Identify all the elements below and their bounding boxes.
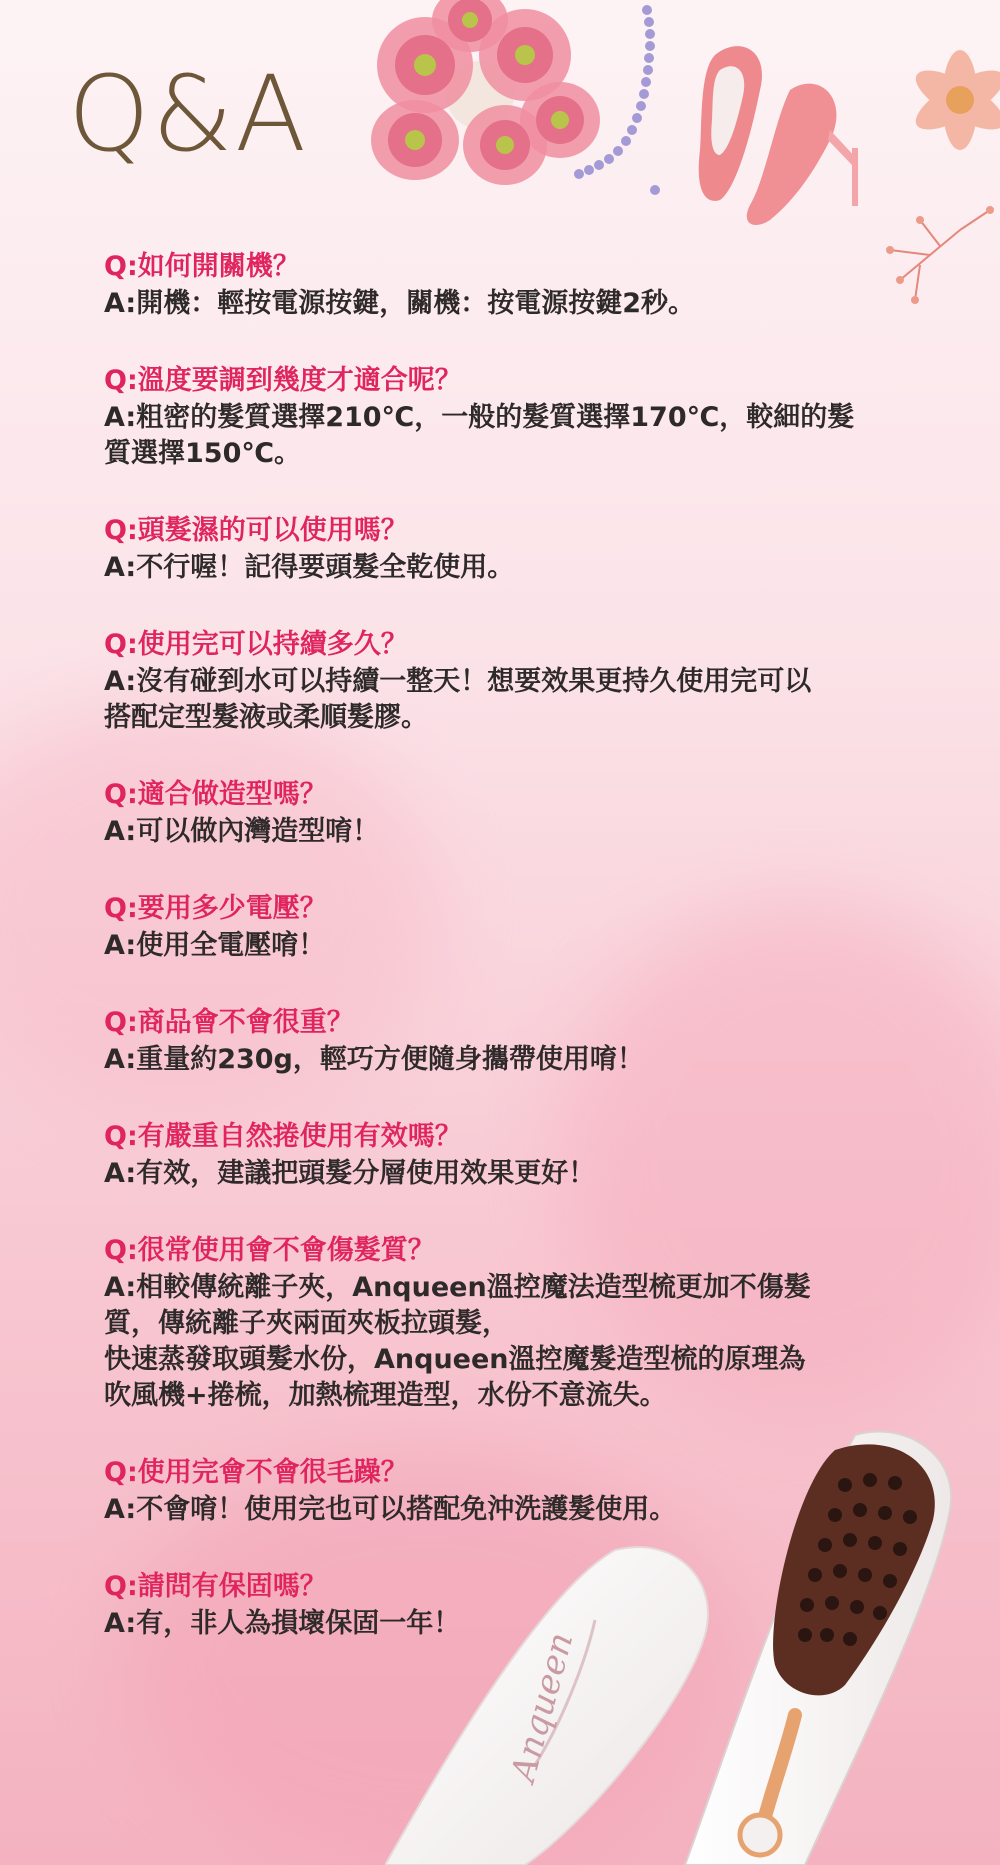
faq-question: Q:有嚴重自然捲使用有效嗎？ <box>104 1121 462 1152</box>
faq-question: Q:很常使用會不會傷髮質？ <box>104 1235 435 1266</box>
faq-item <box>104 512 974 586</box>
faq-answer: A:有效，建議把頭髮分層使用效果更好！ <box>104 1158 596 1189</box>
faq-question: Q:使用完會不會很毛躁？ <box>104 1457 408 1488</box>
faq-question: Q:要用多少電壓？ <box>104 893 327 924</box>
faq-item <box>104 890 974 964</box>
faq-item <box>104 248 974 322</box>
faq-answer: A:有，非人為損壞保固一年！ <box>104 1608 461 1639</box>
white-hair-straightener-brush-icon <box>665 1425 965 1865</box>
faq-answer: A:重量約230g，輕巧方便隨身攜帶使用唷！ <box>104 1044 644 1075</box>
faq-question: Q:使用完可以持續多久？ <box>104 629 408 660</box>
faq-item <box>104 362 974 472</box>
faq-item <box>104 626 974 736</box>
faq-item <box>104 1004 974 1078</box>
faq-answer: A:可以做內灣造型唷！ <box>104 816 380 847</box>
faq-item <box>104 1118 974 1192</box>
brand-script-text: Anqueen <box>503 1628 582 1786</box>
faq-answer: A:不行喔！記得要頭髮全乾使用。 <box>104 552 515 583</box>
faq-question: Q:請問有保固嗎？ <box>104 1571 327 1602</box>
faq-question: Q:溫度要調到幾度才適合呢？ <box>104 365 462 396</box>
faq-answer: A:不會唷！使用完也可以搭配免沖洗護髮使用。 <box>104 1494 677 1525</box>
faq-answer: A:使用全電壓唷！ <box>104 930 326 961</box>
faq-question: Q:如何開關機？ <box>104 251 300 282</box>
faq-item <box>104 1232 974 1414</box>
purple-bead-necklace-icon <box>555 0 665 220</box>
page-title: Q&A <box>68 53 309 175</box>
faq-answer: A:沒有碰到水可以持續一整天！想要效果更持久使用完可以 搭配定型髮液或柔順髮膠。 <box>104 666 812 733</box>
faq-question: Q:適合做造型嗎？ <box>104 779 327 810</box>
faq-question: Q:商品會不會很重？ <box>104 1007 354 1038</box>
faq-answer: A:開機：輕按電源按鍵，關機：按電源按鍵2秒。 <box>104 288 695 319</box>
faq-answer: A:粗密的髮質選擇210℃，一般的髮質選擇170℃，較細的髮 質選擇150℃。 <box>104 402 855 469</box>
faq-question: Q:頭髮濕的可以使用嗎？ <box>104 515 408 546</box>
faq-answer: A:相較傳統離子夾，Anqueen溫控魔法造型梳更加不傷髮 質，傳統離子夾兩面夾板拉頭髮， 快速蒸發取頭髮水份，Anqueen溫控魔髮造型梳的原理為 吹風機+捲梳，加熱梳理造型，水份不意流失。 <box>104 1272 811 1411</box>
faq-item <box>104 776 974 850</box>
